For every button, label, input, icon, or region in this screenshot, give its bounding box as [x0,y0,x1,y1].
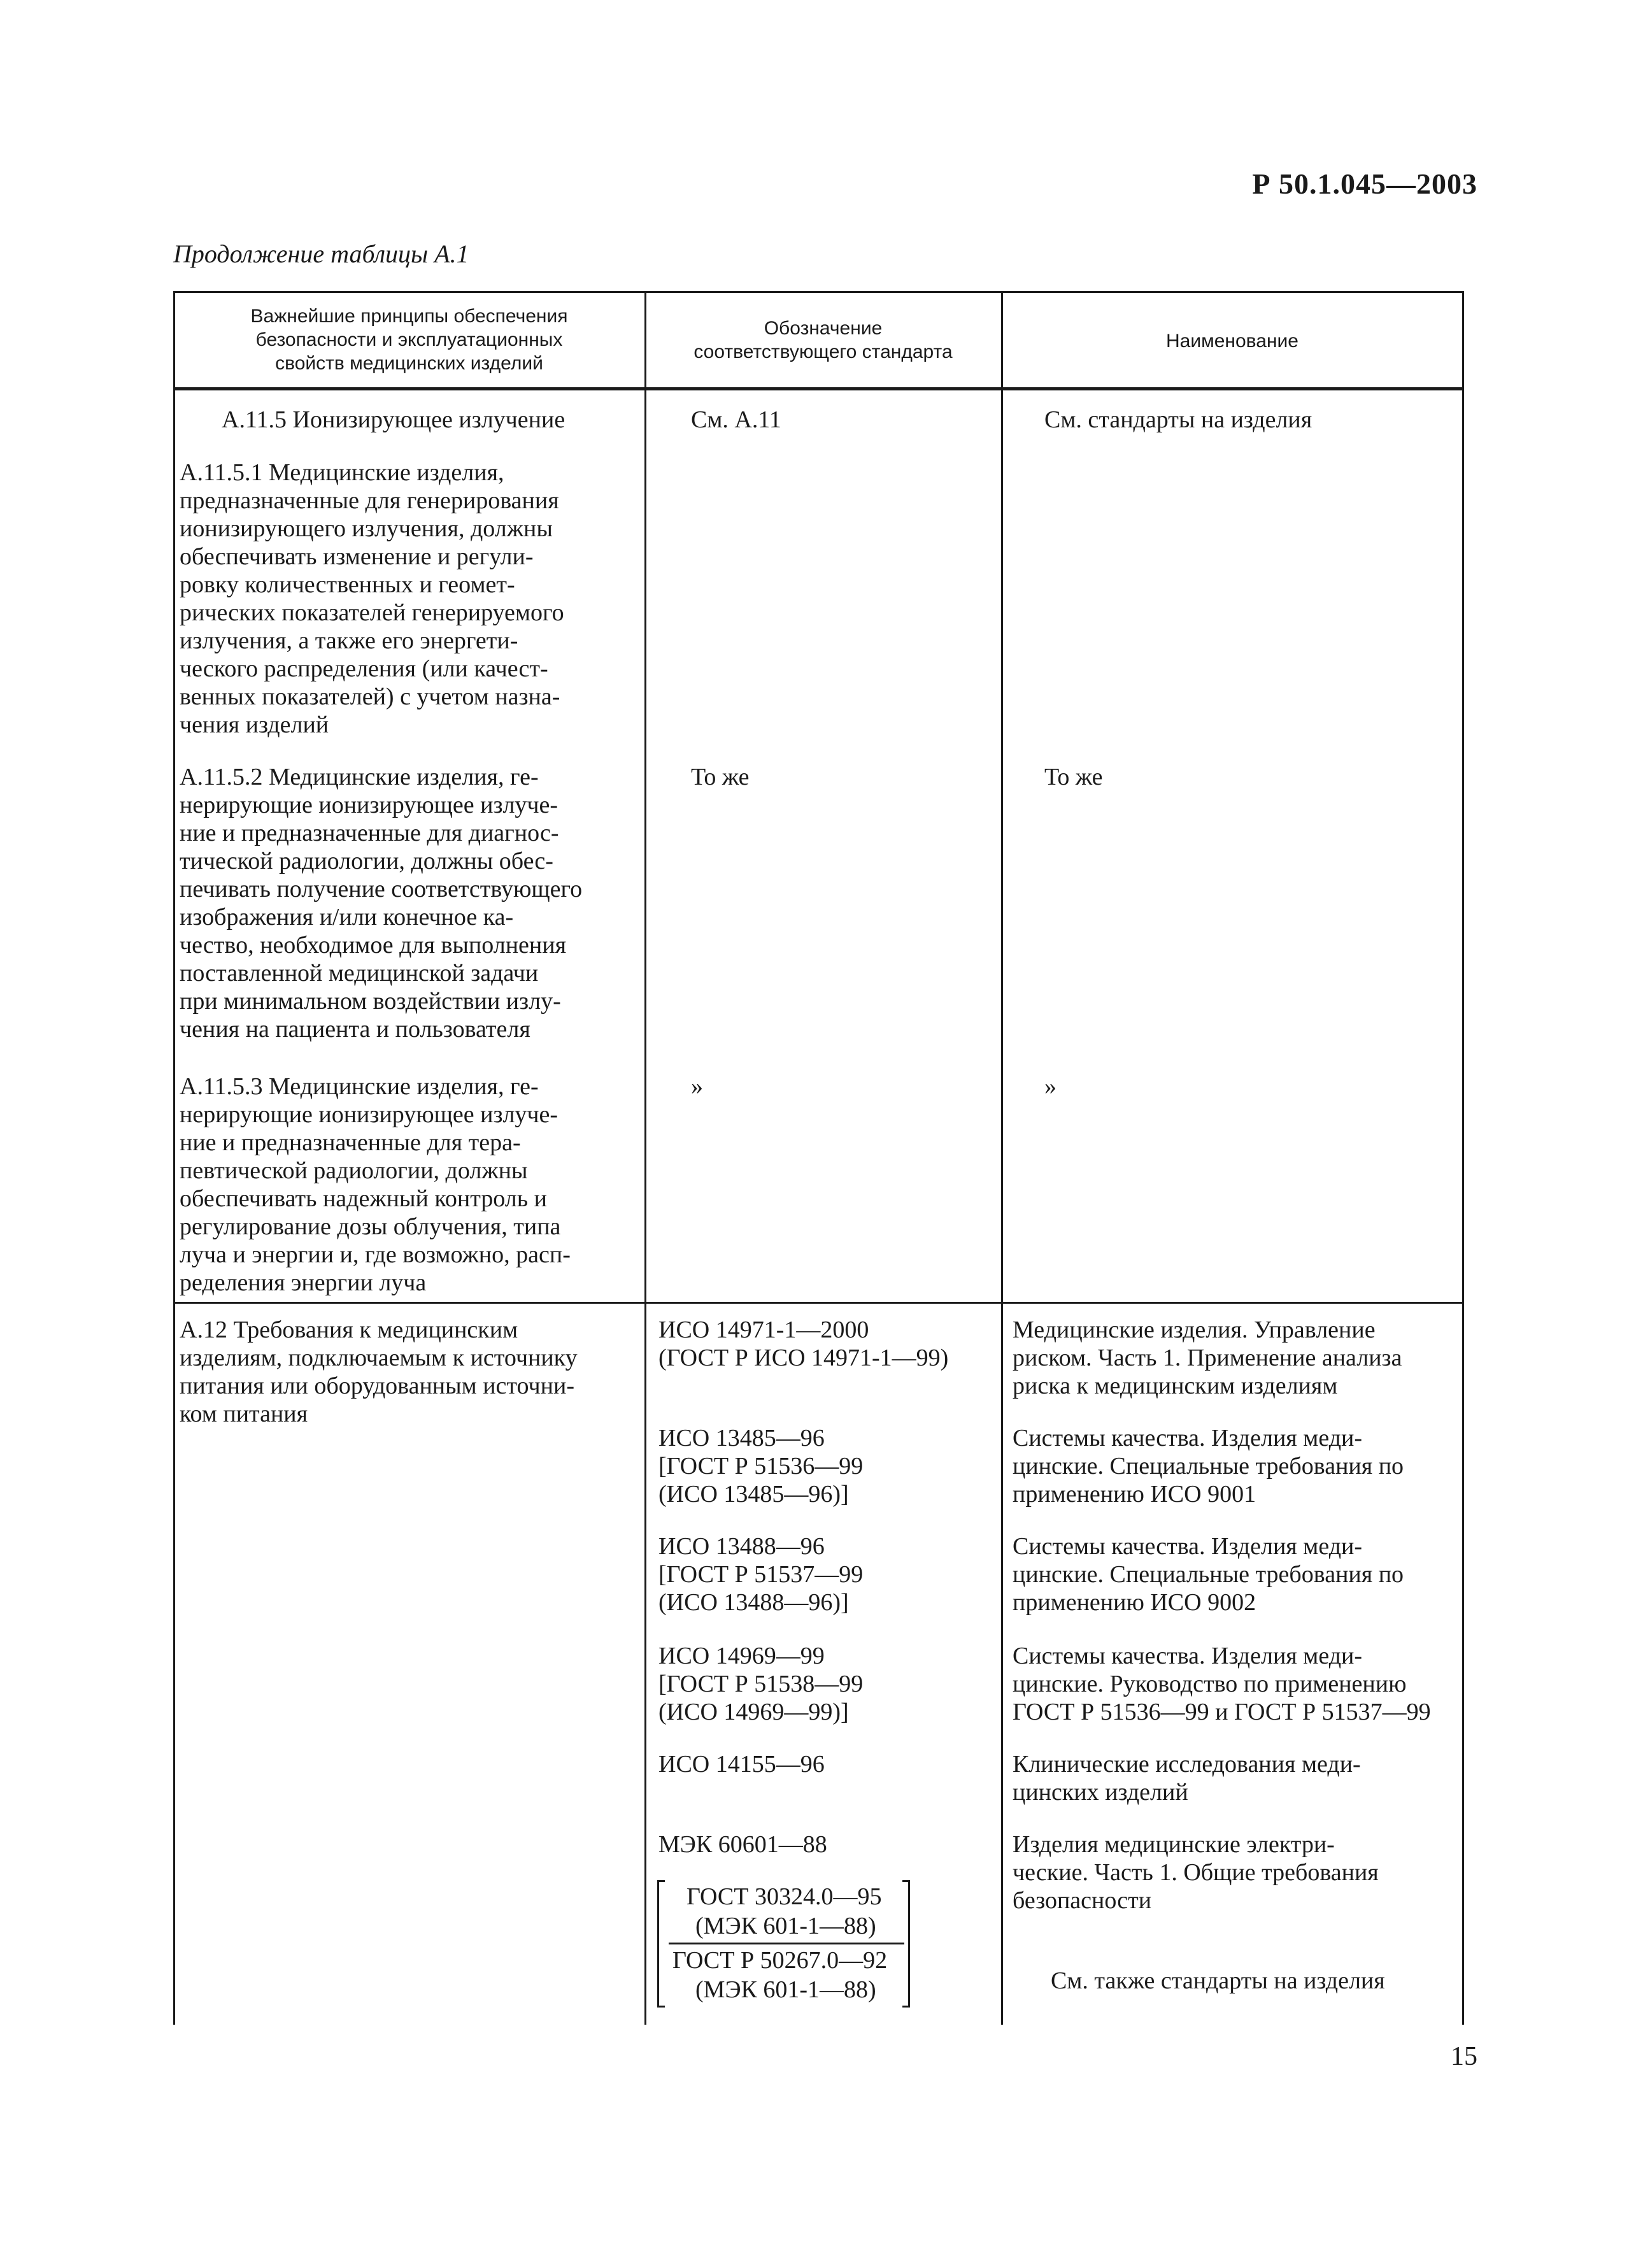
table-top-border [173,291,1463,293]
right-bracket-vertical [908,1880,910,2008]
left-bracket-bottom-tick [657,2006,665,2008]
standard-iso-14969: ИСО 14969—99 [ГОСТ Р 51538—99 (ИСО 14969—99)] [658,1643,864,1725]
table-left-border [173,291,175,2025]
principle-a11-5-1: А.11.5.1 Медицинские изделия, предназначенные для генерирования ионизирующего излучения, должны обеспечивать изменение и регули- ровку количественных и геомет- рических показателей генерируемого излучения, а также его энергети- ческого распределения (или качест- венных показателей) с учетом назна- чения изделий [180,459,564,738]
table-right-border [1462,291,1464,2025]
column-header-standard: Обозначение соответствующего стандарта [694,318,953,362]
name-iso-13488: Системы качества. Изделия меди- цинские. Специальные требования по применению ИСО 9002 [1013,1533,1404,1616]
name-iso-14155: Клинические исследования меди- цинских изделий [1013,1751,1361,1806]
gost-30324-line2: (МЭК 601-1—88) [695,1913,876,1939]
column-divider-2 [1001,291,1003,2025]
principle-a11-5: А.11.5 Ионизирующее излучение [222,406,565,433]
principle-a12: А.12 Требования к медицинским изделиям, подключаемым к источнику питания или оборудованным источни- ком питания [180,1316,578,1427]
column-divider-1 [644,291,646,2025]
standard-a11-5-3: » [691,1073,703,1100]
table-header-bottom-border [173,387,1463,390]
page-number: 15 [1451,2042,1477,2071]
left-bracket-top-tick [657,1880,665,1882]
standard-a11-5-2: То же [691,764,750,790]
gost-50267-line2: (МЭК 601-1—88) [695,1976,876,2003]
column-header-principles: Важнейшие принципы обеспечения безопасности и эксплуатационных свойств медицинских изделий [250,306,568,374]
column-header-name: Наименование [1166,331,1298,352]
gost-bracket-group [656,1878,923,2011]
row-divider [173,1302,1463,1304]
standard-iso-14155: ИСО 14155—96 [658,1751,825,1778]
left-bracket-vertical [657,1880,659,2008]
principle-a11-5-3: А.11.5.3 Медицинские изделия, ге- нерирующие ионизирующее излуче- ние и предназначенные для тера- певтической радиологии, должны обеспечивать надежный контроль и регулирование дозы облучения, типа луча и энергии и, где возможно, расп- ределения энергии луча [180,1073,571,1296]
gost-50267-line1: ГОСТ Р 50267.0—92 [672,1947,888,1974]
document-number: Р 50.1.045—2003 [1252,168,1477,200]
name-a11-5-2: То же [1044,764,1103,790]
standard-iso-14971: ИСО 14971-1—2000 (ГОСТ Р ИСО 14971-1—99) [658,1316,949,1371]
standard-iso-13488: ИСО 13488—96 [ГОСТ Р 51537—99 (ИСО 13488—96)] [658,1533,864,1616]
see-also-product-standards: См. также стандарты на изделия [1051,1967,1385,1994]
right-bracket-bottom-tick [902,2006,910,2008]
name-a11-5: См. стандарты на изделия [1044,406,1312,433]
name-a11-5-3: » [1044,1073,1056,1100]
name-iso-14971: Медицинские изделия. Управление риском. Часть 1. Применение анализа риска к медицинским изделиям [1013,1316,1402,1399]
standard-iso-13485: ИСО 13485—96 [ГОСТ Р 51536—99 (ИСО 13485—96)] [658,1425,864,1508]
name-iec-60601: Изделия медицинские электри- ческие. Часть 1. Общие требования безопасности [1013,1831,1379,1914]
bracket-divider-line [669,1943,904,1944]
standard-iec-60601: МЭК 60601—88 [658,1831,827,1858]
gost-30324-line1: ГОСТ 30324.0—95 [686,1883,882,1910]
name-iso-14969: Системы качества. Изделия меди- цинские. Руководство по применению ГОСТ Р 51536—99 и ГОСТ Р 51537—99 [1013,1643,1431,1725]
standard-a11-5: См. А.11 [691,406,781,433]
principle-a11-5-2: А.11.5.2 Медицинские изделия, ге- нерирующие ионизирующее излуче- ние и предназначенные для диагнос- тической радиологии, должны обес- печивать получение соответствующего изображения и/или конечное ка- чество, необходимое для выполнения поставленной медицинской задачи при минимальном воздействии излу- чения на пациента и пользователя [180,764,583,1043]
right-bracket-top-tick [902,1880,910,1882]
table-continuation-caption: Продолжение таблицы А.1 [173,239,469,268]
name-iso-13485: Системы качества. Изделия меди- цинские. Специальные требования по применению ИСО 9001 [1013,1425,1404,1508]
